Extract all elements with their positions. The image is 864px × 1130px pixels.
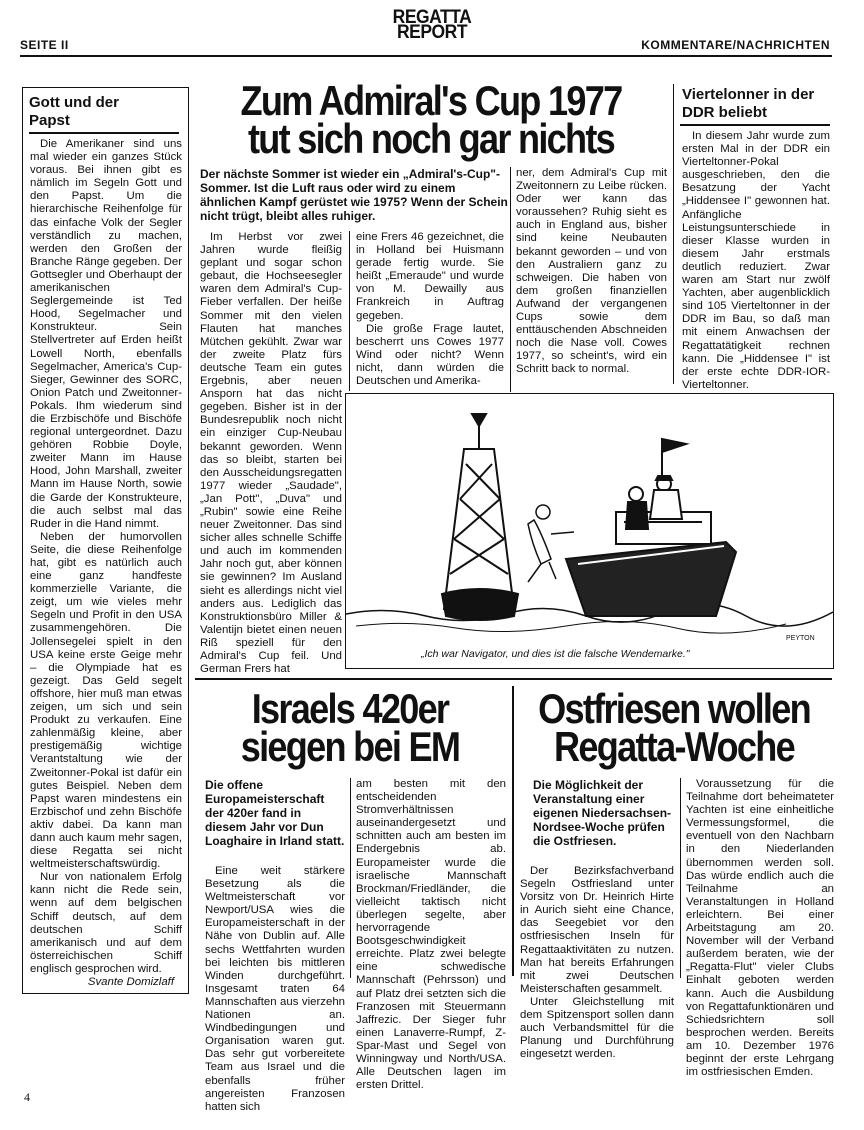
boat (566, 439, 736, 616)
ostfriesen-col-rule (680, 778, 681, 978)
ostfriesen-col2-text: Voraussetzung für die Teilnahme dort beheimateter Yachten ist eine einheitliche Vermessungsformel, die eventuell von den Nachbarn in den Niederlanden übernommen werden soll. Das würde endlich auch die Teilnahme an Veranstaltungen in Holland erleichtern. Bei einer Arbeitstagung am 20. November will der Verband außerdem beraten, wie der „Regatta-Flut" vieler Clubs Einhalt geboten werden kann. Auch die Ausbildung von Regattafunktionären und Schiedsrichtern soll besprochen werden. Bereits am 10. Dezember 1976 beginnt der erste Lehrgang im ostfriesischen Emden. (686, 778, 834, 1079)
israel-col1 (205, 865, 345, 1114)
masthead (368, 7, 497, 43)
viertel-text: In diesem Jahr wurde zum ersten Mal in der DDR ein Vierteltonner-Pokal ausgeschrieben, den die Besatzung der Yacht „Hiddensee I" gewonnen hat. Anfängliche Leistungsunterschiede in dieser Klasse wurden in diesem Jahr erstmals deutlich reduziert. Zwar waren am Start nur zwölf Yachten, aber augenblicklich sind 105 Vierteltonner in der DDR im Bau, so daß man mit einem Anwachsen der Regattatätigkeit rechnen kann. Die „Hiddensee I" ist der erste echte DDR-IOR-Vierteltonner. (682, 130, 830, 391)
ostfriesen-col1 (520, 865, 674, 1061)
admirals-col3-text: ner, dem Admiral's Cup mit Zweitonnern zu Leibe rücken. Oder wer kann das voraussehen? Ruhig sieht es auch in England aus, bisher sind keine Neubauten bekannt geworden – und von den Australiern ganz zu schweigen. Die haben von dem großen finanziellen Aufwand der vergangenen Cups sowie dem enttäuschenden Abschneiden noch die Nase voll. Cowes 1977, so scheint's, wird ein Schritt back to normal. (516, 167, 667, 376)
sidebar-paragraph-1: Die Amerikaner sind uns mal wieder ein ganzes Stück voraus. Bei ihnen gibt es nämlich im Segeln Gott und den Papst. Um die hierarchische Reihenfolge für das einfache Volk der Segler verständlich zu machen, werden den Großen der Branche Ränge gegeben. Der Gottsegler und Oberhaupt der amerikanischen Seglergemeinde ist Ted Hood, Segelmacher und Konstrukteur. Sein Stellvertreter auf Erden heißt Lowell North, ebenfalls Segelmacher, America's Cup-Sieger, Gewinner des SORC, Onion Patch und Zweitonner-Pokals. Ihm wiederum sind die Erzbischöfe und Bischöfe regional untergeordnet. Dazu gehören Robbie Doyle, zweiter Mann im Hause Hood, John Marshall, zweiter Mann im Hause North, sowie die Garde der Konstrukteure, die auch selbst mal das Ruder in die Hand nimmt. (30, 138, 182, 530)
admirals-col3 (516, 167, 667, 377)
ostfriesen-headline-line1: Ostfriesen wollen (538, 685, 810, 732)
ostfriesen-headline-line2: Regatta-Woche (554, 723, 794, 770)
page-number: 4 (24, 1090, 30, 1104)
sidebar-title: Gott und der Papst (29, 94, 119, 129)
viertel-body (682, 130, 830, 392)
section-label: KOMMENTARE/NACHRICHTEN (641, 38, 830, 52)
admirals-col-rule-1 (349, 231, 350, 391)
bottom-article-divider (512, 686, 514, 976)
sailor-figure (528, 505, 574, 582)
admirals-headline-line2: tut sich noch gar nichts (247, 115, 615, 162)
ostfriesen-col2 (686, 778, 834, 1079)
israel-col-rule (350, 778, 351, 978)
ostfriesen-headline (515, 685, 833, 770)
israel-col2 (356, 778, 506, 1092)
buoy-tower (442, 414, 518, 620)
viertel-box (673, 84, 834, 391)
sidebar-paragraph-2: Neben der humorvollen Seite, die diese Reihenfolge hat, gibt es natürlich auch eine ganz handfeste kommerzielle Variante, die zeigt, um wie vieles mehr Segeln und Profit in den USA zusammengehören. Die Jollensegelei spielt in den USA keine erste Geige mehr – die Olympiade hat es gezeigt. Das Geld segelt offshore, hier muß man etwas zeigen, um sich und sein Produkt zu verkaufen. Eine zahlenmäßig kleine, aber prestigemäßig wichtige Verantstaltung wie der Zweitonner-Pokal ist dafür ein gutes Beispiel. Neben dem Papst waren mindestens ein Erzbischof und zehn Bischöfe aktiv dabei. Da kann man dann auch kaum mehr sagen, diese Regatta sei nicht weltmeisterschaftswürdig. (30, 530, 182, 871)
sidebar-body (30, 138, 182, 989)
admirals-col1 (200, 231, 342, 676)
israel-headline (195, 685, 505, 770)
header-rule (20, 55, 832, 57)
cartoon-caption: „Ich war Navigator, und dies ist die falsche Wendemarke." (421, 648, 690, 660)
sidebar-paragraph-3: Nur von nationalem Erfolg kann nicht die Rede sein, wenn auf dem belgischen Schiff deutsch, auf dem deutschen Schiff amerikanisch und auf dem österreichischen Schiff englisch gesprochen wird. (30, 871, 182, 975)
sidebar-title-rule (29, 132, 179, 134)
viertel-title-rule (680, 124, 830, 126)
cartoon-frame (345, 393, 834, 669)
admirals-col-rule-2 (510, 167, 511, 392)
section-divider (195, 678, 832, 680)
ostfriesen-col1-text: Der Bezirksfachverband Segeln Ostfriesland unter Vorsitz von Dr. Heinrich Hirte in Aurich sieht eine Chance, das Seegebiet vor den ostfriesischen Inseln für Regattaaktivitäten zu nutzen. Man hat bereits Erfahrungen mit zwei Deutschen Meisterschaften gesammelt. (520, 865, 674, 995)
cartoon-illustration (346, 394, 833, 644)
admirals-col2b-text: Die große Frage lautet, bescherrt uns Cowes 1977 Wind oder nicht? Wenn nicht, dann würden die Deutschen und Amerika- (356, 322, 504, 388)
ostfriesen-col1b-text: Unter Gleichstellung mit dem Spitzensport sollen dann auch Verbandsmittel für die Planung und Durchführung eingesetzt werden. (520, 995, 674, 1061)
admirals-headline-line1: Zum Admiral's Cup 1977 (240, 77, 622, 124)
sidebar-box (22, 87, 189, 994)
israel-col1-text: Eine weit stärkere Besetzung als die Weltmeisterschaft vor Newport/USA wies die Europameisterschaft in der Nähe von Dublin auf. Alle sechs Wettfahrten wurden bei leichten bis mittleren Winden durchgeführt. Insgesamt traten 64 Mannschaften aus vierzehn Nationen an. Windbedingungen und Organisation waren gut. Das sehr gut vorbereitete Team aus Israel und die ebenfalls früher angereisten Franzosen hatten sich (205, 865, 345, 1113)
israel-col2-text: am besten mit den entscheidenden Stromverhältnissen auseinandergesetzt und schnitten auch am besten im Endergebnis ab. Europameister wurde die israelische Mannschaft Brockman/Friedländer, die vielleicht taktisch nicht überlegen segelte, aber hervorragende Bootsgeschwindigkeit erreichte. Platz zwei belegte eine schwedische Mannschaft (Pehrsson) und auf Platz drei setzten sich die Franzosen mit Steuermann Jaffrezic. Der Sieger fuhr einen Lanaverre-Rumpf, Z-Spar-Mast und Segel von Winningway und North/USA. Alle Deutschen lagen im ersten Drittel. (356, 778, 506, 1092)
admirals-col2-text: eine Frers 46 gezeichnet, die in Holland bei Huismann gerade fertig wurde. Sie heißt „Emeraude" und wurde von M. Dewailly aus Frankreich in Auftrag gegeben. (356, 231, 504, 322)
page-label: SEITE II (20, 38, 69, 52)
israel-headline-line1: Israels 420er (251, 685, 449, 732)
admirals-col1-text: Im Herbst vor zwei Jahren wurde fleißig geplant und sogar schon gebaut, die Hochseesegler waren dem Admiral's Cup-Fieber verfallen. Der heiße Sommer mit den vielen Flauten hat manches Mütchen gekühlt. Zwar war der zweite Platz fürs deutsche Team ein gutes Ergebnis, aber neuen Ansporn hat das nicht gegeben. Bisher ist in der Bundesrepublik noch nicht ein einziger Cup-Neubau bekannt geworden. Wenn das so bleibt, starten bei den Ausscheidungsregatten 1977 wieder „Saudade", „Jan Pott", „Duva" und „Rubin" sowie eine Reihe neuer Zweitonner. Das sind sicher alles schnelle Schiffe und auch im kommenden Jahr noch gut, aber können sie gewinnen? Im Ausland sieht es allerdings nicht viel anders aus. Lediglich das Konstruktionsbüro Miller & Valentijn bietet einen neuen Riß speziell für den Admiral's Cup feil. Und German Frers hat (200, 231, 342, 676)
masthead-line1: REGATTA (392, 7, 472, 28)
ostfriesen-lead: Die Möglichkeit der Veranstaltung einer eigenen Niedersachsen-Nordsee-Woche prüfen die Ostfriesen. (533, 778, 672, 848)
viertel-title: Viertelonner in der DDR beliebt (682, 86, 815, 121)
israel-lead: Die offene Europameisterschaft der 420er fand in diesem Jahr vor Dun Loaghaire in Irland statt. (205, 778, 345, 848)
admirals-lead: Der nächste Sommer ist wieder ein „Admiral's-Cup"-Sommer. Ist die Luft raus oder wird zu einem ähnlichen Kampf gerüstet wie 1975? Wenn der Schein nicht trügt, bleibt alles ruhiger. (200, 167, 508, 223)
masthead-line2: REPORT (396, 22, 468, 43)
admirals-col2 (356, 231, 504, 388)
cartoon-artist: PEYTON (786, 635, 815, 642)
admirals-headline (192, 77, 670, 162)
israel-headline-line2: siegen bei EM (240, 723, 460, 770)
sidebar-signature: Svante Domizlaff (87, 976, 174, 988)
